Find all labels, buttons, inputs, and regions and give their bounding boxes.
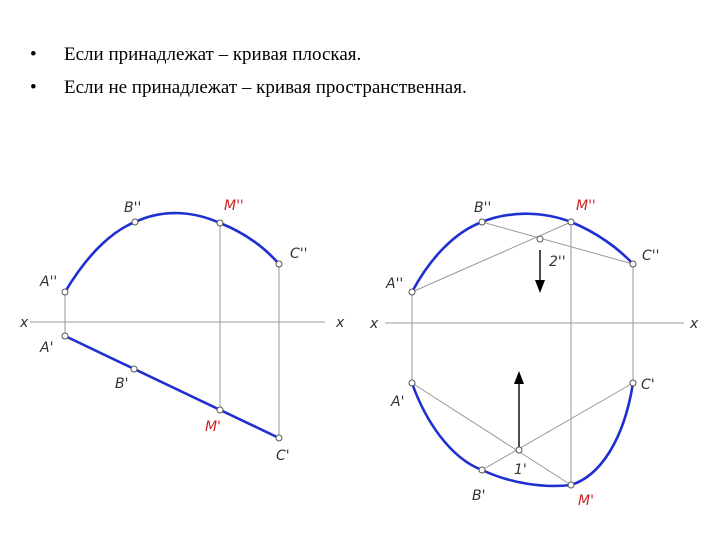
right-arrow-down-head	[535, 280, 545, 293]
right-point-b2	[479, 219, 485, 225]
right-label-b2: B''	[474, 200, 492, 216]
bullet-mark: •	[30, 44, 37, 65]
right-label-c2: C''	[642, 248, 660, 264]
right-point-c1	[630, 380, 636, 386]
right-label-m2: M''	[576, 198, 596, 214]
left-label-a2: A''	[40, 274, 58, 290]
right-point-2	[537, 236, 543, 242]
right-figure	[369, 198, 699, 509]
right-point-m2	[568, 219, 574, 225]
left-figure	[19, 198, 345, 464]
bullet-text-1: Если принадлежат – кривая плоская.	[64, 44, 362, 65]
left-label-m1: M'	[205, 419, 221, 435]
right-label-2: 2''	[549, 254, 566, 270]
left-point-m2	[217, 220, 223, 226]
right-chord-a1-m1	[412, 383, 571, 485]
bullet-text-2: Если не принадлежат – кривая пространственная.	[64, 77, 467, 98]
left-label-m2: M''	[224, 198, 244, 214]
right-label-1: 1'	[514, 462, 527, 478]
left-frontal-curve	[65, 213, 279, 292]
left-point-a1	[62, 333, 68, 339]
right-axis-label-right: x	[690, 316, 699, 332]
right-point-b1	[479, 467, 485, 473]
right-point-a1	[409, 380, 415, 386]
right-point-c2	[630, 261, 636, 267]
left-label-c2: C''	[290, 246, 308, 262]
right-frontal-curve	[412, 214, 633, 292]
left-label-c1: C'	[276, 448, 290, 464]
right-label-c1: C'	[641, 377, 655, 393]
right-label-m1: M'	[578, 493, 594, 509]
right-label-a1: A'	[391, 394, 405, 410]
right-point-a2	[409, 289, 415, 295]
right-point-1	[516, 447, 522, 453]
left-label-b1: B'	[115, 376, 129, 392]
bullet-mark: •	[30, 77, 37, 98]
left-axis-label-left: x	[20, 315, 29, 331]
left-label-a1: A'	[40, 340, 54, 356]
right-label-b1: B'	[472, 488, 486, 504]
left-point-m1	[217, 407, 223, 413]
left-point-c1	[276, 435, 282, 441]
left-axis-label-right: x	[336, 315, 345, 331]
left-point-b1	[131, 366, 137, 372]
right-axis-label-left: x	[370, 316, 379, 332]
left-label-b2: B''	[124, 200, 142, 216]
left-point-a2	[62, 289, 68, 295]
left-horizontal-line	[65, 336, 279, 438]
left-point-b2	[132, 219, 138, 225]
left-point-c2	[276, 261, 282, 267]
right-chord-b1-c1	[482, 383, 633, 470]
right-label-a2: A''	[386, 276, 404, 292]
right-point-m1	[568, 482, 574, 488]
right-arrow-up-head	[514, 371, 524, 384]
